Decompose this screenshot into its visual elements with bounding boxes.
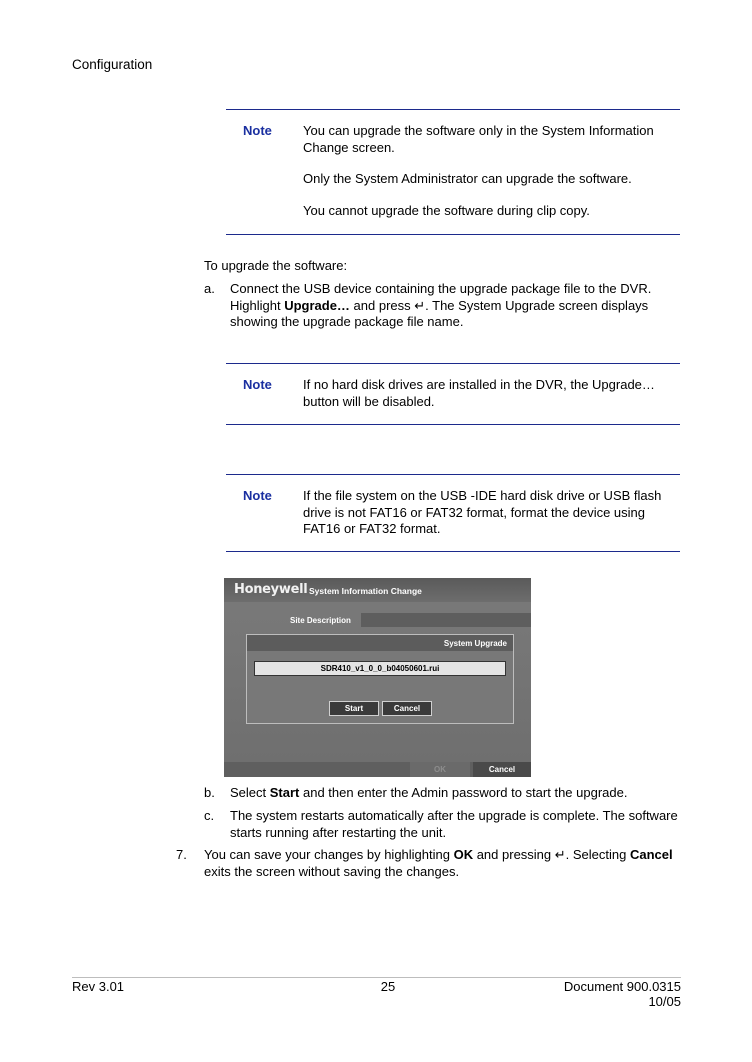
note-rule-top (226, 474, 680, 475)
step-letter: c. (204, 808, 215, 823)
step-b-text: Select Start and then enter the Admin password to start the upgrade. (230, 785, 628, 800)
footer-rule (72, 977, 681, 978)
note-label: Note (243, 123, 272, 138)
note-text: Only the System Administrator can upgrade the software. (303, 171, 632, 186)
note-rule-bottom (226, 424, 680, 425)
document-date: 10/05 (648, 993, 681, 1009)
note-text: You cannot upgrade the software during clip copy. (303, 203, 590, 218)
screen-title: System Information Change (309, 586, 422, 596)
note-rule-top (226, 363, 680, 364)
honeywell-logo: Honeywell (234, 582, 308, 597)
step-number: 7. (176, 847, 187, 862)
note-rule-bottom (226, 551, 680, 552)
procedure-intro: To upgrade the software: (204, 258, 348, 273)
footer-document (564, 980, 681, 1009)
note-text: If no hard disk drives are installed in the DVR, the Upgrade… button will be disabled. (303, 377, 655, 409)
step-letter: b. (204, 785, 215, 800)
dialog-title: System Upgrade (443, 639, 507, 648)
start-button[interactable]: Start (329, 701, 379, 716)
note-rule-bottom (226, 234, 680, 235)
system-upgrade-screenshot (224, 578, 531, 777)
note-rule-top (226, 109, 680, 110)
document-number: Document 900.0315 (563, 979, 681, 994)
step-a-text: Connect the USB device containing the upgrade package file to the DVR. Highlight Upgrade… and press ↵. The System Upgrade screen displays showing the upgrade package file name. (230, 281, 652, 329)
system-upgrade-dialog (246, 634, 514, 724)
note-label: Note (243, 488, 272, 503)
footer-revision: Rev 3.01 (72, 979, 125, 994)
step-c-text: The system restarts automatically after the upgrade is complete. The software starts running after restarting the unit. (230, 808, 678, 840)
step-letter: a. (204, 281, 215, 296)
note-text: You can upgrade the software only in the System Information Change screen. (303, 123, 654, 155)
ok-button[interactable]: OK (410, 762, 470, 777)
upgrade-file-name[interactable]: SDR410_v1_0_0_b04050601.rui (254, 661, 506, 676)
step-7-text: You can save your changes by highlighting OK and pressing ↵. Selecting Cancel exits the screen without saving the changes. (204, 847, 673, 879)
note-text: If the file system on the USB -IDE hard disk drive or USB flash drive is not FAT16 or FAT32 format, format the device using FAT16 or FAT32 format. (303, 488, 662, 536)
page-number: 25 (380, 979, 396, 994)
cancel-button[interactable]: Cancel (382, 701, 432, 716)
bottom-cancel-button[interactable]: Cancel (473, 762, 531, 777)
site-description-label: Site Description (290, 616, 351, 625)
note-label: Note (243, 377, 272, 392)
page-header-section: Configuration (72, 57, 153, 72)
site-description-field[interactable] (361, 613, 531, 627)
